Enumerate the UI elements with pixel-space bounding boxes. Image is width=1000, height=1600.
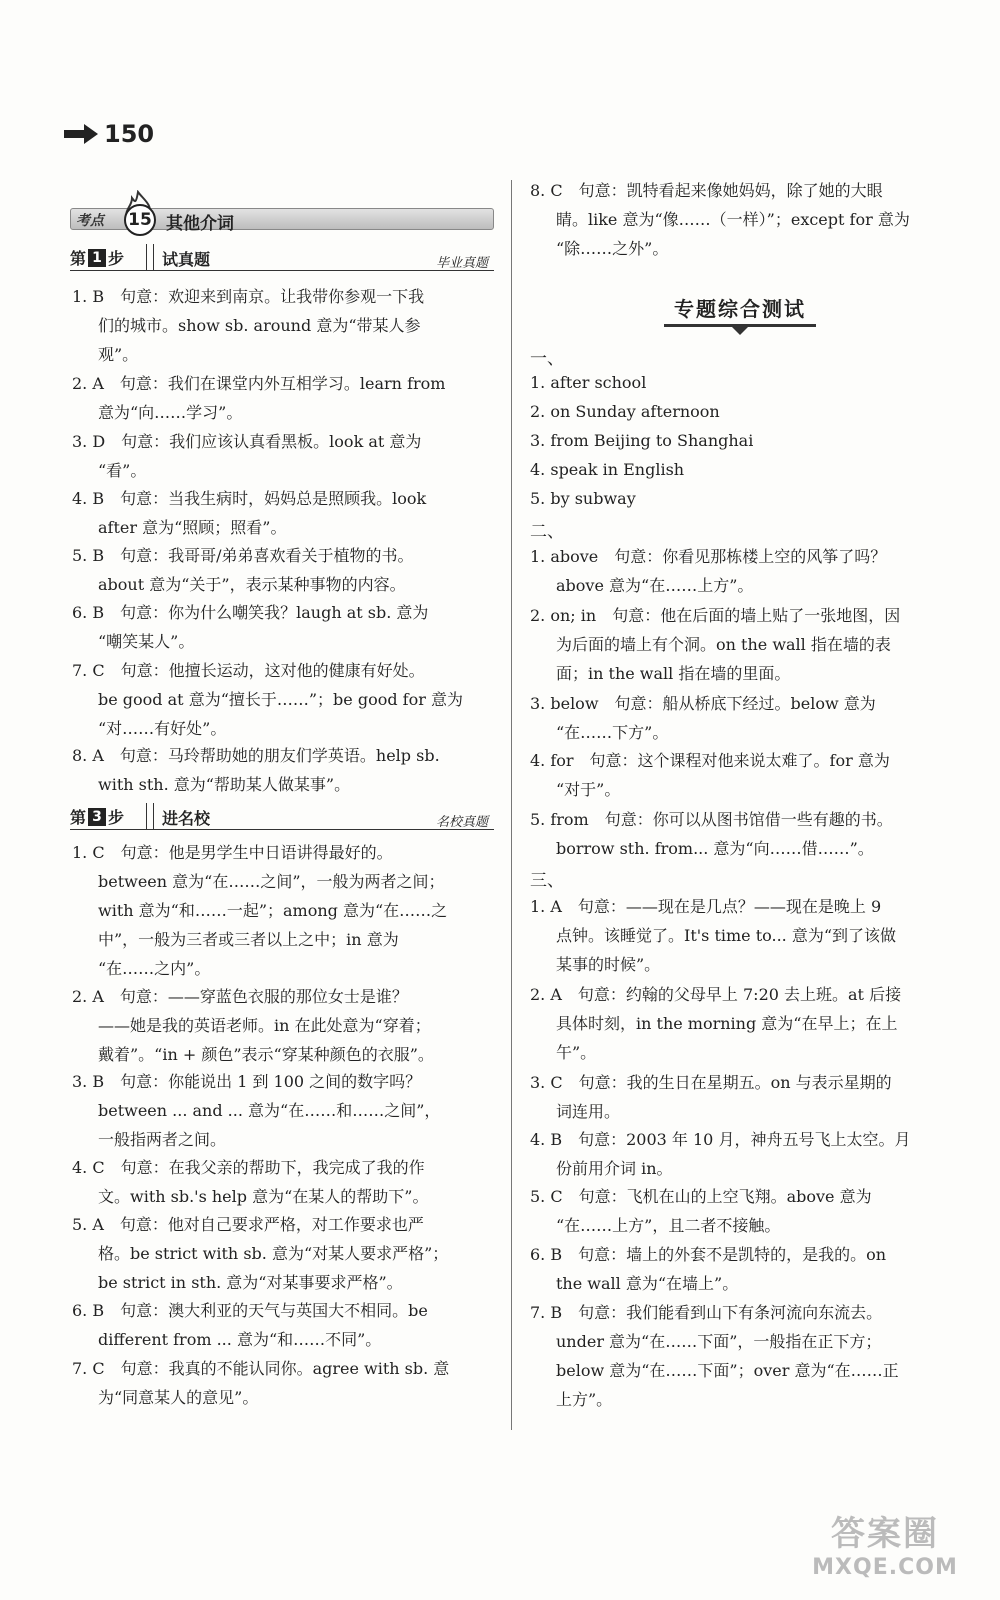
line: 午”。 [556,1043,597,1062]
line: 4. C 句意：在我父亲的帮助下，我完成了我的作 [72,1158,425,1177]
line: 8. C 句意：凯特看起来像她妈妈，除了她的大眼 [530,181,883,200]
line: be good at 意为“擅长于……”；be good for 意为 [98,690,463,709]
watermark-top: 答案圈 [831,1514,939,1554]
line: 中”，一般为三者或三者以上之中；in 意为 [98,930,399,949]
list-item: 3. from Beijing to Shanghai [530,431,754,450]
step1-item-6 [72,598,492,656]
part2-item-1 [530,542,950,600]
line: ——她是我的英语老师。in 在此处意为“穿着； [98,1016,431,1035]
line: 3. D 句意：我们应该认真看黑板。look at 意为 [72,432,422,451]
line: 1. B 句意：欢迎来到南京。让我带你参观一下我 [72,287,425,306]
line: 7. C 句意：他擅长运动，这对他的健康有好处。 [72,661,425,680]
step1-item-8 [72,741,492,799]
line: 词连用。 [556,1102,621,1121]
part1-list [530,368,950,513]
line: between 意为“在……之间”，一般为两者之间； [98,872,445,891]
line: 意为“向……学习”。 [98,403,243,422]
step3-title: 进名校 [162,809,211,828]
step1-prefix: 第 [70,249,87,268]
step3-item-7 [72,1354,492,1412]
line: 们的城市。show sb. around 意为“带某人参 [98,316,421,335]
step3-separator [146,803,154,829]
line: 8. A 句意：马玲帮助她的朋友们学英语。help sb. [72,746,440,765]
step3-item-2 [72,982,492,1069]
step1-item-2 [72,369,492,427]
line: 5. B 句意：我哥哥/弟弟喜欢看关于植物的书。 [72,546,414,565]
line: 4. B 句意：当我生病时，妈妈总是照顾我。look [72,489,427,508]
line: 7. B 句意：我们能看到山下有条河流向东流去。 [530,1303,883,1322]
line: 具体时刻，in the morning 意为“在早上；在上 [556,1014,898,1033]
watermark-logo [800,1506,970,1580]
line: be strict in sth. 意为“对某事要求严格”。 [98,1273,403,1292]
step1-source: 毕业真题 [435,256,488,271]
line: with sth. 意为“帮助某人做某事”。 [98,775,351,794]
section-title: 专题综合测试 [674,297,806,321]
line: 3. C 句意：我的生日在星期五。on 与表示星期的 [530,1073,892,1092]
line: after 意为“照顾；照看”。 [98,518,287,537]
step1-header [70,244,494,271]
step3-num: 3 [88,808,106,826]
part2-item-2 [530,601,950,688]
line: 点钟。该睡觉了。It's time to... 意为“到了该做 [556,926,897,945]
line: 6. B 句意：墙上的外套不是凯特的，是我的。on [530,1245,887,1264]
line: 2. A 句意：约翰的父母早上 7:20 去上班。at 后接 [530,985,902,1004]
part3-item-6 [530,1240,950,1298]
line: 5. C 句意：飞机在山的上空飞翔。above 意为 [530,1187,872,1206]
topic-tag: 考点 [76,213,104,229]
page-number [64,120,154,148]
step3-label [70,805,124,828]
step1-item-5 [72,541,492,599]
line: 观”。 [98,345,139,364]
line: 1. above 句意：你看见那栋楼上空的风筝了吗？ [530,547,887,566]
line: “看”。 [98,461,147,480]
watermark-bottom: MXQE.COM [812,1555,958,1580]
step1-item-1 [72,282,492,369]
line: 6. B 句意：你为什么嘲笑我？laugh at sb. 意为 [72,603,429,622]
list-item: 4. speak in English [530,460,685,479]
line: 某事的时候”。 [556,955,661,974]
line: borrow sth. from... 意为“向……借……”。 [556,839,874,858]
line: 2. A 句意：——穿蓝色衣服的那位女士是谁？ [72,987,408,1006]
step3-suffix: 步 [108,808,125,827]
part2-item-5 [530,805,950,863]
part3-item-1 [530,892,950,979]
line: “在……上方”，且二者不接触。 [556,1216,781,1235]
line: the wall 意为“在墙上”。 [556,1274,739,1293]
step3-header [70,803,494,830]
step3-item-4 [72,1153,492,1211]
line: 一般指两者之间。 [98,1130,227,1149]
line: 5. from 句意：你可以从图书馆借一些有趣的书。 [530,810,893,829]
page-number-text: 150 [104,120,155,148]
arrow-right-icon [64,124,98,144]
topic-title: 其他介词 [166,214,234,234]
line: between ... and ... 意为“在……和……之间”， [98,1101,441,1120]
line: 戴着”。“in + 颜色”表示“穿某种颜色的衣服”。 [98,1045,434,1064]
line: 文。with sb.'s help 意为“在某人的帮助下”。 [98,1187,429,1206]
line: about 意为“关于”，表示某种事物的内容。 [98,575,406,594]
part3-item-4 [530,1125,950,1183]
list-item: 2. on Sunday afternoon [530,402,720,421]
part2-item-3 [530,689,950,747]
line: 格。be strict with sb. 意为“对某人要求严格”； [98,1244,449,1263]
line: “除……之外”。 [556,239,669,258]
column-divider [511,180,512,1430]
line: 份前用介词 in。 [556,1159,673,1178]
line: above 意为“在……上方”。 [556,576,754,595]
part1-heading: 一、 [530,349,564,369]
topic-header [70,200,494,234]
step3-item-6 [72,1296,492,1354]
step3-item-3 [72,1067,492,1154]
line: below 意为“在……下面”；over 意为“在……正 [556,1361,899,1380]
step1-suffix: 步 [108,249,125,268]
line: 7. C 句意：我真的不能认同你。agree with sb. 意 [72,1359,450,1378]
step3-source: 名校真题 [435,815,488,830]
line: 6. B 句意：澳大利亚的天气与英国大不相同。be [72,1301,428,1320]
step1-item-4 [72,484,492,542]
line: 3. below 句意：船从桥底下经过。below 意为 [530,694,876,713]
part2-item-4 [530,746,950,804]
line: 1. A 句意：——现在是几点？——现在是晚上 9 [530,897,882,916]
line: “在……下方”。 [556,723,669,742]
line: with 意为“和……一起”；among 意为“在……之 [98,901,448,920]
right-item-8 [530,176,950,263]
line: 4. B 句意：2003 年 10 月，神舟五号飞上太空。月 [530,1130,911,1149]
list-item: 1. after school [530,373,647,392]
step3-prefix: 第 [70,808,87,827]
section-pointer [732,327,748,335]
part3-item-5 [530,1182,950,1240]
line: under 意为“在……下面”，一般指在正下方； [556,1332,882,1351]
line: 3. B 句意：你能说出 1 到 100 之间的数字吗？ [72,1072,422,1091]
line: 2. on; in 句意：他在后面的墙上贴了一张地图，因 [530,606,901,625]
part2-heading: 二、 [530,522,564,542]
step1-label [70,246,124,269]
line: “嘲笑某人”。 [98,632,195,651]
step1-separator [146,244,154,270]
line: 睛。like 意为“像……（一样）”；except for 意为 [556,210,910,229]
line: 为后面的墙上有个洞。on the wall 指在墙的表 [556,635,891,654]
list-item: 5. by subway [530,489,636,508]
line: 面；in the wall 指在墙的里面。 [556,664,791,683]
line: 1. C 句意：他是男学生中日语讲得最好的。 [72,843,393,862]
part3-item-2 [530,980,950,1067]
line: different from ... 意为“和……不同”。 [98,1330,382,1349]
step1-title: 试真题 [162,250,211,269]
step1-item-3 [72,427,492,485]
line: 2. A 句意：我们在课堂内外互相学习。learn from [72,374,446,393]
line: “对于”。 [556,780,621,799]
part3-heading: 三、 [530,871,564,891]
step1-item-7 [72,656,492,743]
line: “在……之内”。 [98,959,211,978]
line: “对……有好处”。 [98,719,227,738]
line: 上方”。 [556,1390,613,1409]
step3-item-5 [72,1210,492,1297]
step3-item-1 [72,838,492,983]
line: 4. for 句意：这个课程对他来说太难了。for 意为 [530,751,890,770]
line: 为“同意某人的意见”。 [98,1388,259,1407]
part3-item-7 [530,1298,950,1414]
line: 5. A 句意：他对自己要求严格，对工作要求也严 [72,1215,424,1234]
step1-num: 1 [88,249,106,267]
part3-item-3 [530,1068,950,1126]
topic-number: 15 [124,204,156,236]
